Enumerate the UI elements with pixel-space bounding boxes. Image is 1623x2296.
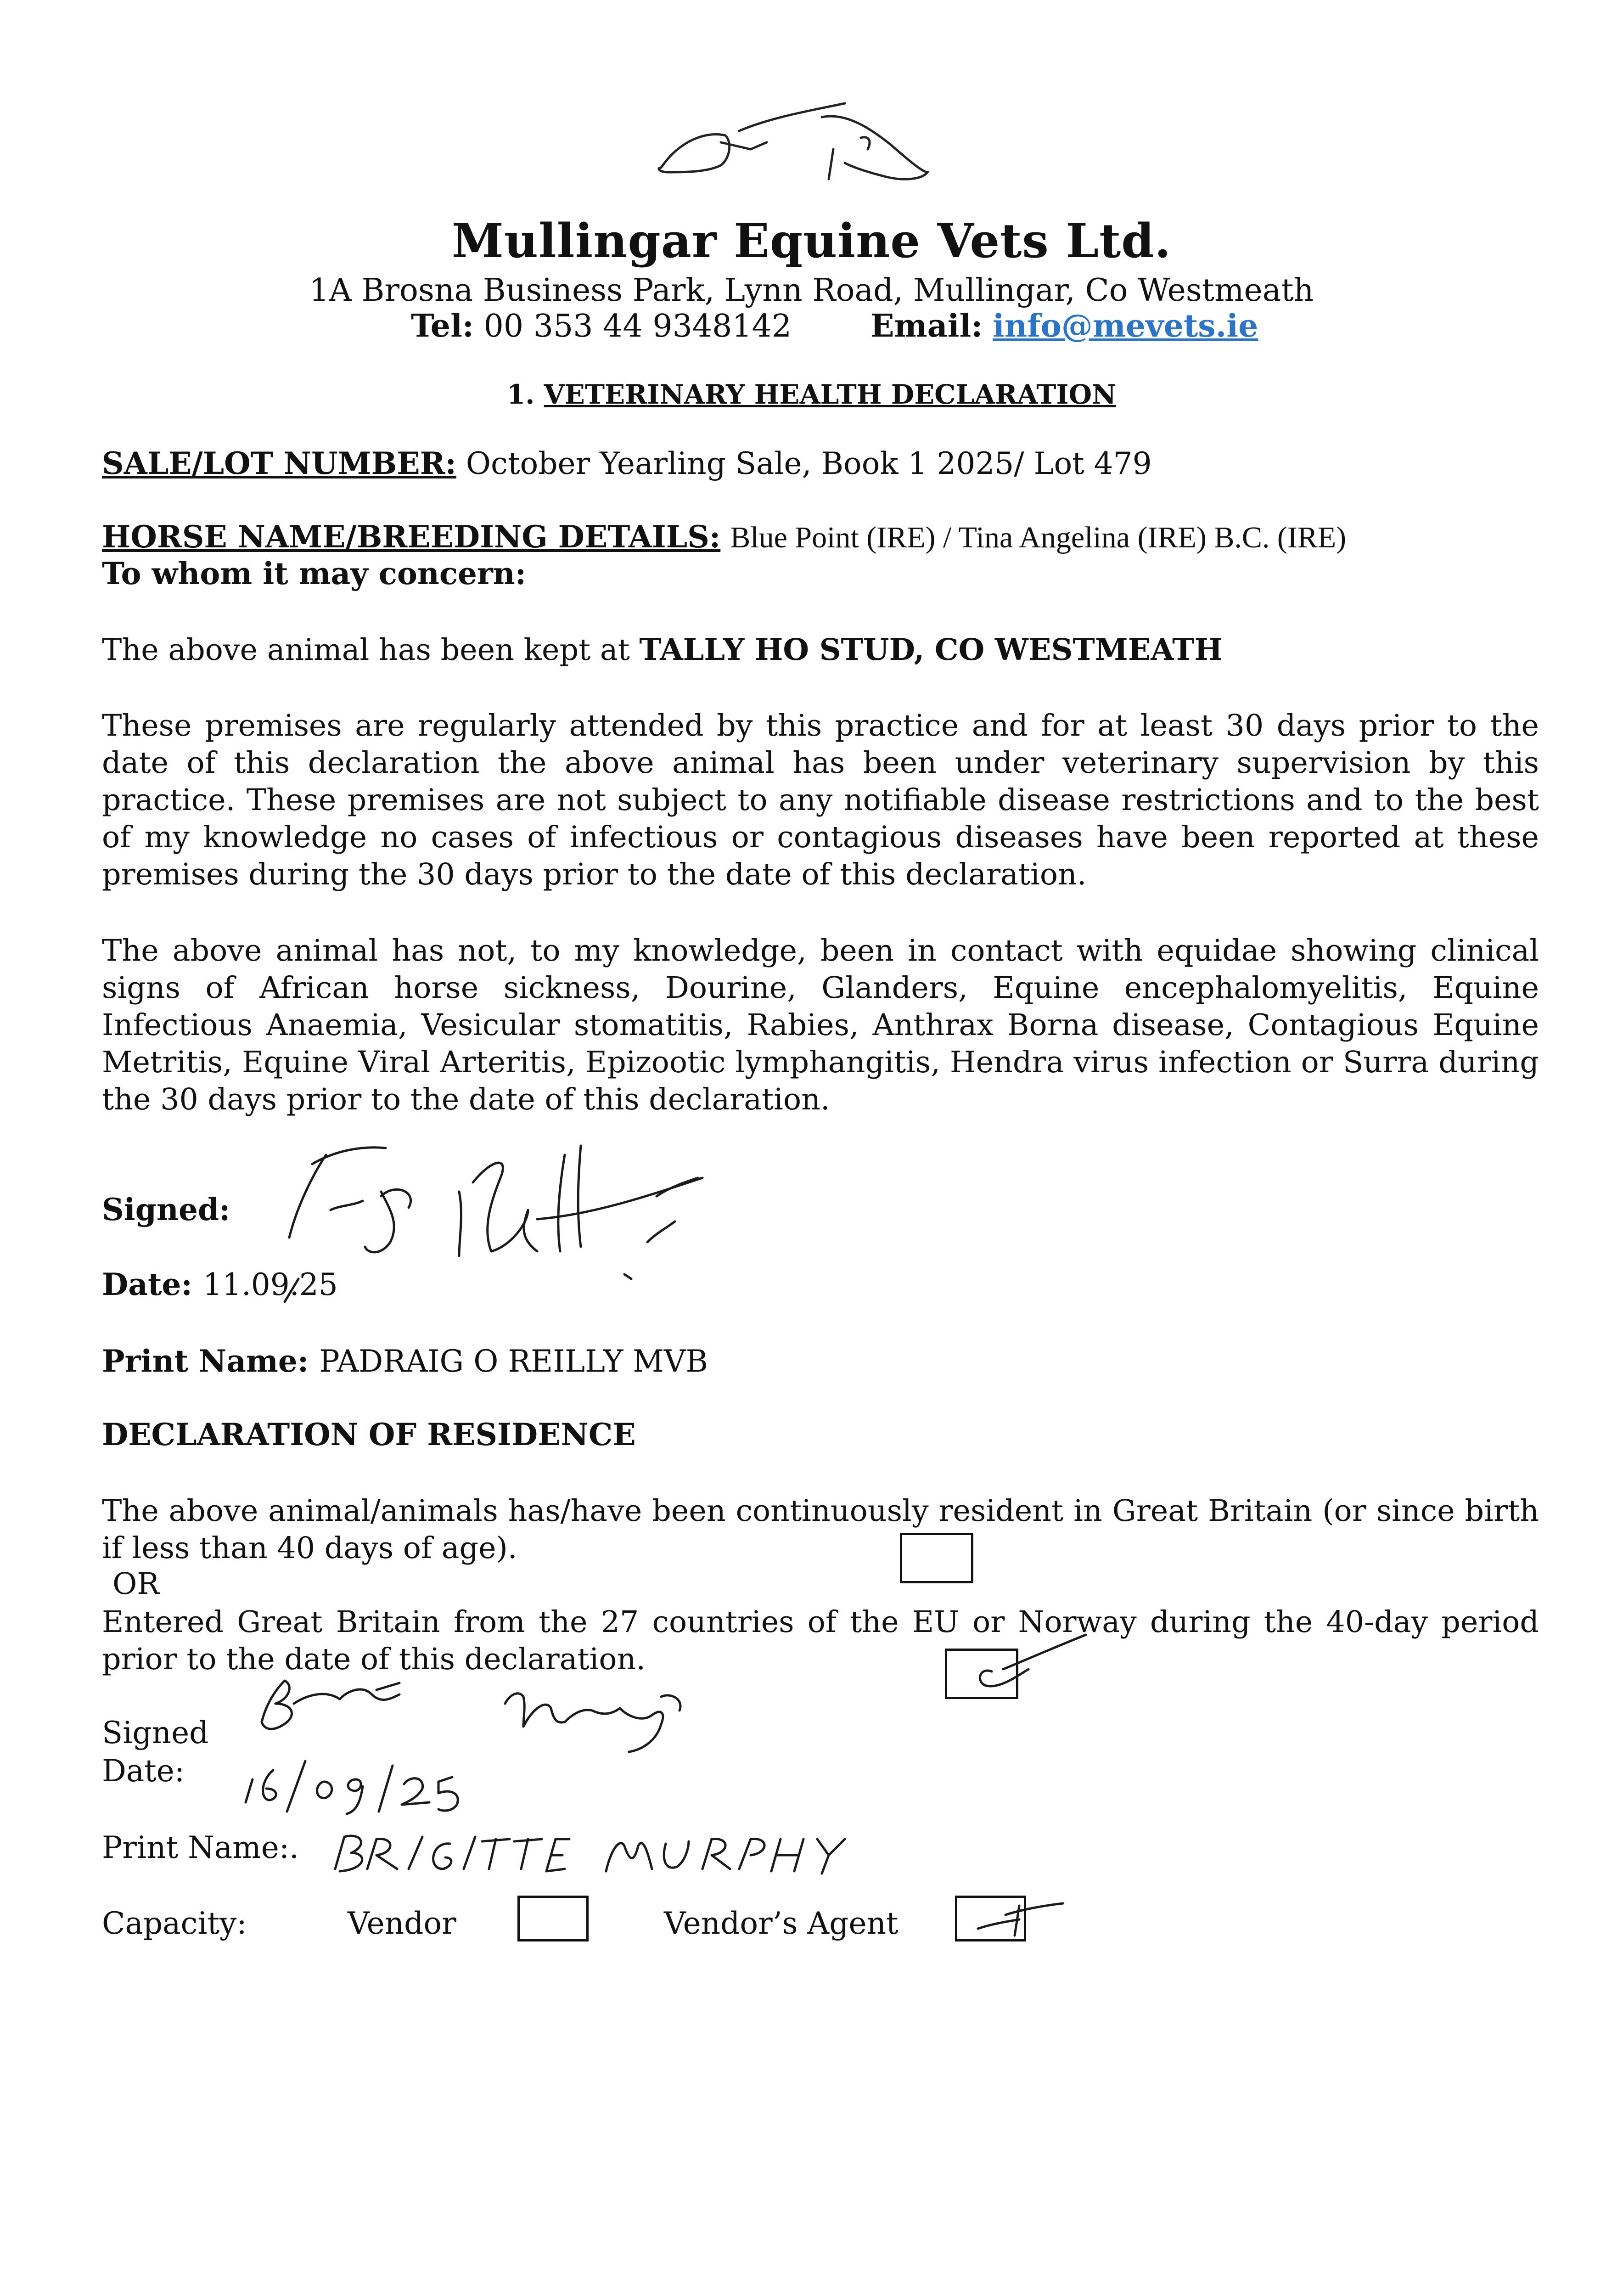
vet-print-name-value: PADRAIG O REILLY MVB [319, 1344, 708, 1379]
kept-at-paragraph [102, 631, 1539, 669]
owner-print-name-label: Print Name:. [102, 1830, 299, 1865]
section-title-text: VETERINARY HEALTH DECLARATION [544, 379, 1117, 410]
email-label: Email: [870, 308, 983, 344]
capacity-label: Capacity: [102, 1906, 247, 1941]
premises-paragraph: These premises are regularly attended by this practice and for at least 30 days prior to the date of this declaration the above animal has been under veterinary supervision by this practice. These premises are not subject to any notifiable disease restrictions and to the best of my knowledge no cases of infectious or contagious diseases have been reported at these premises during the 30 days prior to the date of this declaration. [102, 709, 1539, 892]
entered-checkmark [948, 1626, 1095, 1699]
contact-line [411, 308, 1258, 344]
email-link[interactable]: info@mevets.ie [993, 308, 1258, 344]
horse-details-line [102, 519, 1346, 555]
kept-at-location: TALLY HO STUD, CO WESTMEATH [639, 632, 1223, 667]
vet-date-value: 11.09.25 [202, 1267, 338, 1302]
vet-print-name-label: Print Name: [102, 1343, 309, 1379]
salutation: To whom it may concern: [102, 556, 527, 591]
sale-lot-value: October Yearling Sale, Book 1 2025/ Lot 479 [466, 446, 1152, 481]
tel-value: 00 353 44 9348142 [483, 308, 792, 344]
vet-signature [243, 1127, 794, 1302]
vendor-agent-checkmark [964, 1896, 1070, 1942]
section-title [0, 379, 1623, 410]
resident-option-text: The above animal/animals has/have been continuously resident in Great Britain (or since birth if less than 40 days of age). [102, 1494, 1539, 1565]
horse-details-label: HORSE NAME/BREEDING DETAILS: [102, 519, 721, 555]
entered-option-text: Entered Great Britain from the 27 countries of the EU or Norway during the 40-day period prior to the date of this declaration. [102, 1605, 1539, 1677]
sale-lot-label: SALE/LOT NUMBER: [102, 445, 456, 481]
contact-paragraph: The above animal has not, to my knowledge, been in contact with equidae showing clinical signs of African horse sickness, Dourine, Glanders, Equine encephalomyelitis, Equine Infectious Anaemia, Vesicular stomatitis, Rabies, Anthrax Borna disease, Contagious Equine Metritis, Equine Viral Arteritis, Epizootic lymphangitis, Hendra virus infection or Surra during the 30 days prior to the date of this declaration. [102, 934, 1539, 1117]
vendor-agent-label: Vendor’s Agent [664, 1906, 899, 1941]
horse-head-logo-icon [652, 99, 950, 204]
or-text: OR [112, 1567, 160, 1601]
vendor-label: Vendor [348, 1906, 456, 1941]
kept-at-text: The above animal has been kept at [102, 633, 640, 667]
owner-date-label: Date: [102, 1753, 185, 1789]
company-name: Mullingar Equine Vets Ltd. [451, 214, 1172, 269]
company-address: 1A Brosna Business Park, Lynn Road, Mullingar, Co Westmeath [309, 272, 1314, 309]
sale-lot-line [102, 445, 1152, 481]
vet-date-label: Date: [102, 1266, 192, 1302]
horse-details-value: Blue Point (IRE) / Tina Angelina (IRE) B.C. (IRE) [730, 521, 1347, 554]
owner-handwritten-print-name [317, 1818, 904, 1887]
owner-handwritten-date [241, 1743, 498, 1816]
section-number: 1. [506, 379, 535, 410]
tel-label: Tel: [411, 308, 474, 344]
vet-print-name-line [102, 1343, 708, 1379]
resident-checkbox[interactable] [900, 1533, 973, 1583]
residence-title: DECLARATION OF RESIDENCE [102, 1417, 636, 1452]
vendor-checkbox[interactable] [517, 1896, 589, 1941]
owner-signed-label: Signed [102, 1715, 209, 1750]
vet-signed-label: Signed: [102, 1192, 230, 1227]
